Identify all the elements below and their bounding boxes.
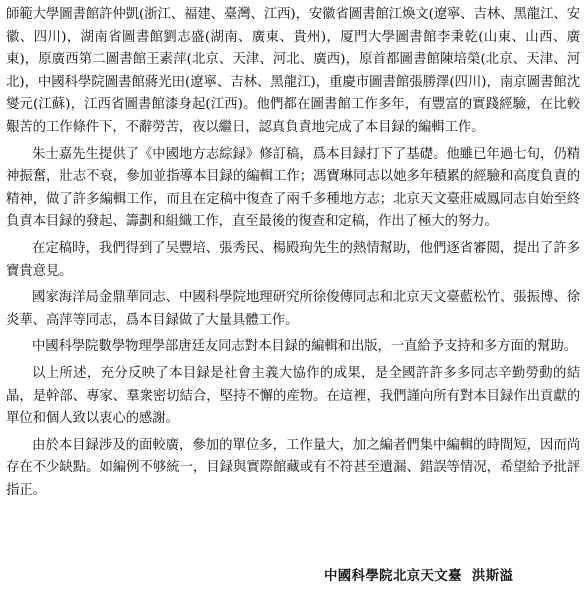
document-page xyxy=(6,4,580,591)
signature xyxy=(324,566,513,586)
paragraph-shortcomings: 由於本目録涉及的面較廣，參加的單位多，工作量大，加之編者們集中編輯的時間短，因而尚存在不少缺點。如編例不够統一，目録與實際館藏或有不符甚至遺漏、錯誤等情况，希望給予批評指正。 xyxy=(6,437,580,498)
paragraph-reviewers: 在定稿時，我們得到了吴豐培、張秀民、楊殿珣先生的熱情幫助，他們逐省審閲，提出了許多寶貴意見。 xyxy=(6,240,580,279)
paragraph-staff: 國家海洋局金鼎華同志、中國科學院地理研究所徐俊傳同志和北京天文臺藍松竹、張振博、徐炎華、高萍等同志，爲本目録做了大量具體工作。 xyxy=(6,290,580,328)
paragraph-support: 中國科學院數學物理學部唐廷友同志對本目録的編輯和出版，一直給予支持和多方面的幫助。 xyxy=(32,339,577,355)
signature-author: 洪斯溢 xyxy=(471,568,514,584)
paragraph-zhu-shijia: 朱士嘉先生提供了《中國地方志綜録》修訂稿，爲本目録打下了基礎。他雖已年過七旬，仍精神振奮，壯志不衰，參加並指導本目録的編輯工作；馮寶琳同志以她多年積累的經驗和高度負責的精神，做了許多編輯工作，而且在定稿中復查了兩千多種地方志；北京天文臺莊威鳳同志自始至終負責本目録的發起、籌劃和組織工作，直至最後的復查和定稿，作出了極大的努力。 xyxy=(6,146,580,230)
paragraph-thanks: 以上所述，充分反映了本目録是社會主義大協作的成果，是全國許許多多同志辛勤勞動的結晶，是幹部、專家、羣衆密切結合，堅持不懈的産物。在這裡，我們謹向所有對本目録作出貢獻的單位和個人致以衷心的感謝。 xyxy=(6,365,580,427)
signature-institution: 中國科學院北京天文臺 xyxy=(324,568,462,584)
paragraph-contributors: 師範大學圖書館許仲凱(浙江、福建、臺灣、江西)，安徽省圖書館江煥文(遼寧、吉林、黑龍江、安徽、四川)，湖南省圖書館劉志盛(湖南、廣東、貴州)，厦門大學圖書館李秉乾(山東、山西、廣東)，原廣西第二圖書館王素萍(北京、天津、河北、廣西)，原首都圖書館陳培榮(北京、天津、河北)，中國科學院圖書館蔣光田(遼寧、吉林、黑龍江)，重慶市圖書館張勝澤(四川)，南京圖書館沈燮元(江蘇)，江西省圖書館漆身起(江西)。他們都在圖書館工作多年，有豐富的實踐經驗，在比較艱苦的工作條件下，不辭勞苦，夜以繼日，認真負責地完成了本目録的編輯工作。 xyxy=(6,7,580,135)
